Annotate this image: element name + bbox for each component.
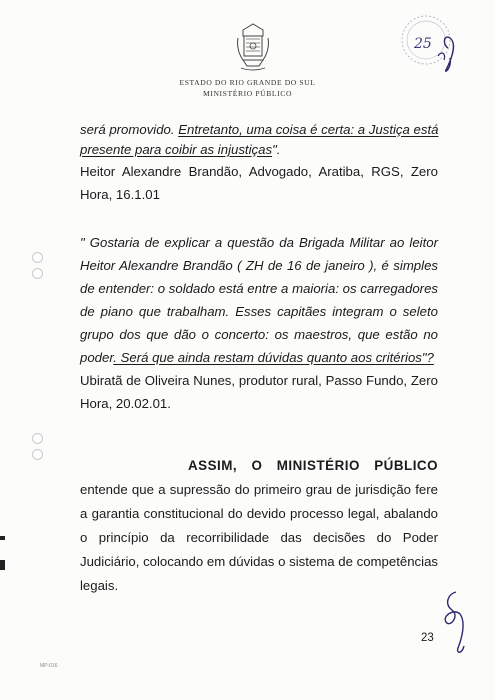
text-line xyxy=(80,122,438,137)
coat-of-arms-icon xyxy=(235,22,271,72)
text-line: Heitor Alexandre Brandão, Advogado, Aratiba, RGS, Zero xyxy=(80,164,438,179)
paragraph-line: Judiciário, colocando em dúvidas o sistema de competências xyxy=(80,554,438,569)
quote-line: Heitor Alexandre Brandão ( ZH de 16 de janeiro ), é simples xyxy=(80,258,438,273)
paragraph-line: o princípio da recorribilidade das decisões do Poder xyxy=(80,530,438,545)
text-segment: poder xyxy=(80,350,114,365)
quote-line: " Gostaria de explicar a questão da Brigada Militar ao leitor xyxy=(80,235,438,250)
punch-hole xyxy=(32,268,43,279)
text-segment: ". xyxy=(272,142,281,157)
punch-hole xyxy=(32,252,43,263)
punch-hole xyxy=(32,449,43,460)
paragraph-line: legais. xyxy=(80,578,119,593)
footer-code: MP-016 xyxy=(40,663,58,669)
section-heading: ASSIM, O MINISTÉRIO PÚBLICO xyxy=(188,458,438,473)
punch-hole xyxy=(32,433,43,444)
header-organization: MINISTÉRIO PÚBLICO xyxy=(202,89,293,98)
edge-mark xyxy=(0,560,5,570)
paragraph-line: a garantia constitucional do devido processo legal, abalando xyxy=(80,506,438,521)
quote-line xyxy=(80,350,434,365)
text-line: Hora, 20.02.01. xyxy=(80,396,171,411)
text-line: Ubiratã de Oliveira Nunes, produtor rural, Passo Fundo, Zero xyxy=(80,373,438,388)
paragraph-line: entende que a supressão do primeiro grau de jurisdição fere xyxy=(80,482,438,497)
text-line xyxy=(80,142,280,157)
page-number: 23 xyxy=(421,632,434,644)
quote-line: de entender: o soldado está entre a maioria: os carregadores xyxy=(80,281,438,296)
text-segment: será promovido. xyxy=(80,122,179,137)
underlined-quote: Entretanto, uma coisa é certa: a Justiça está xyxy=(178,122,439,137)
quote-line: de piano que trabalham. Esses capitães integram o seleto xyxy=(80,304,438,319)
text-line: Hora, 16.1.01 xyxy=(80,187,160,202)
header-state: ESTADO DO RIO GRANDE DO SUL xyxy=(179,78,316,87)
stamp-number: 25 xyxy=(414,36,432,52)
underlined-quote: . Será que ainda restam dúvidas quanto aos critérios"? xyxy=(113,350,434,365)
edge-mark xyxy=(0,536,5,540)
page-stamp xyxy=(388,10,468,80)
handwritten-initial xyxy=(436,588,476,660)
underlined-quote: presente para coibir as injustiças xyxy=(80,142,273,157)
quote-line: grupo dos que dão o concerto: os maestros, que estão no xyxy=(80,327,438,342)
